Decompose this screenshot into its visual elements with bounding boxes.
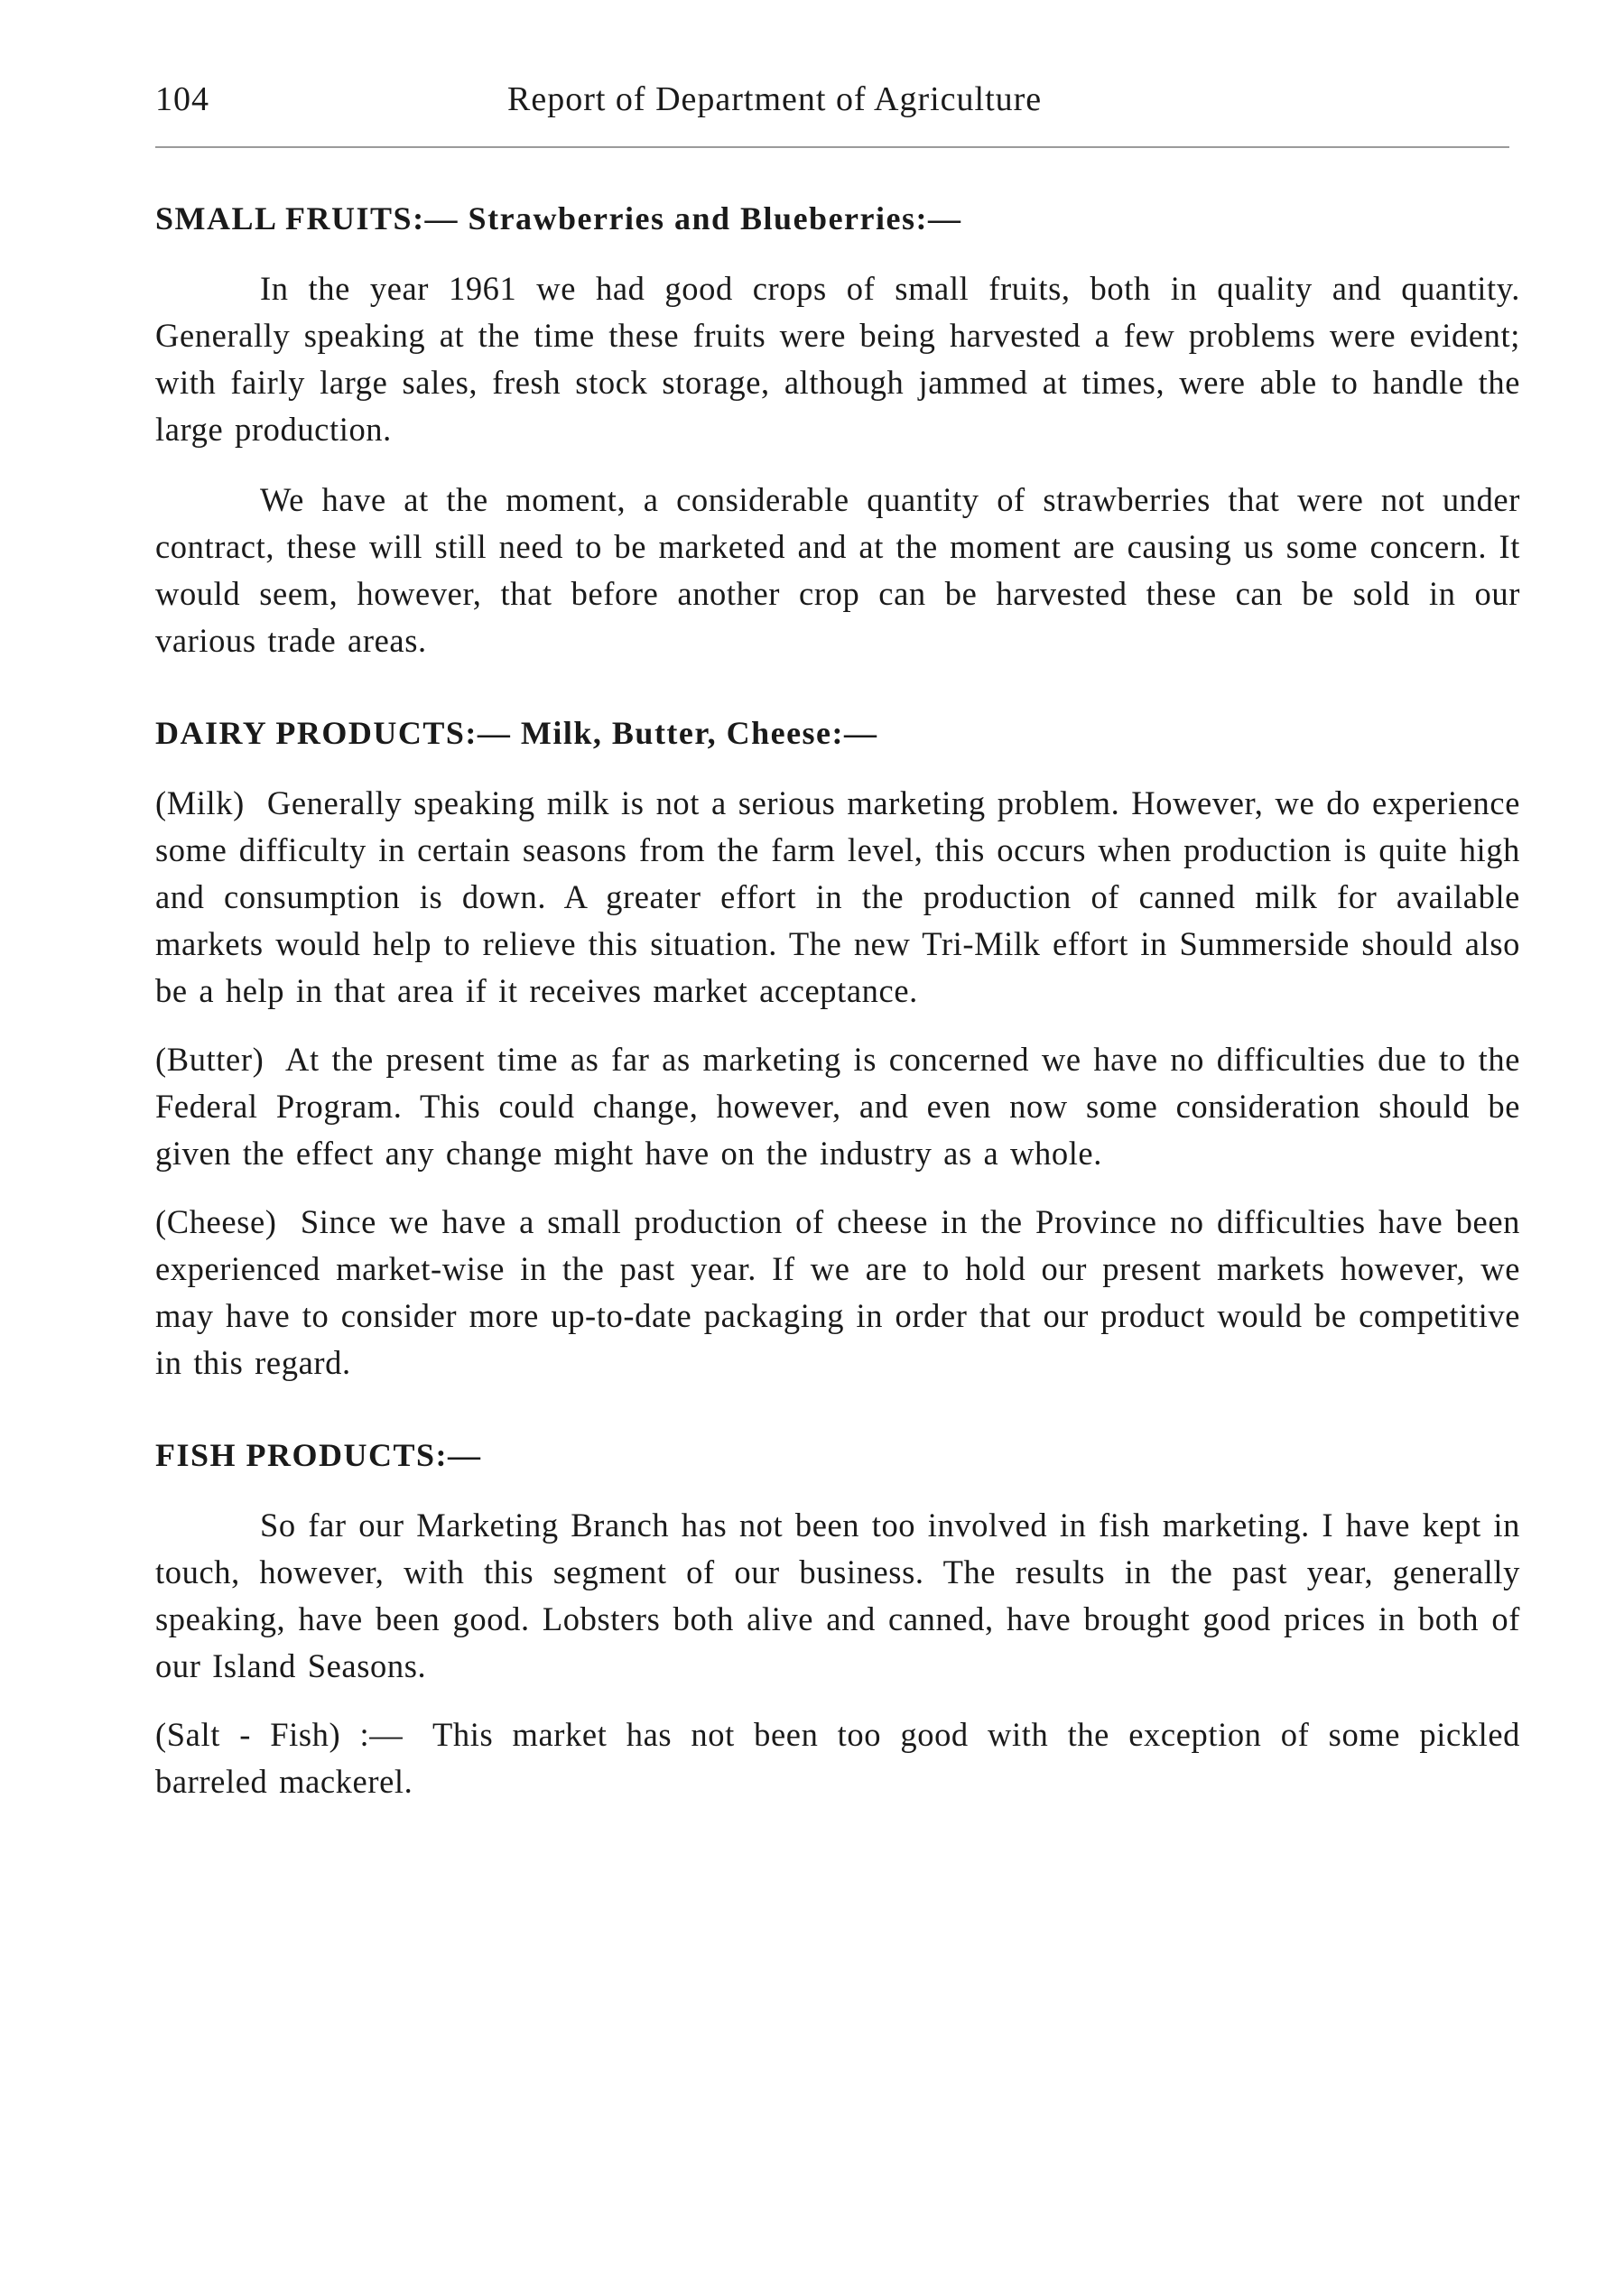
page-number: 104 [155, 80, 209, 118]
section-heading-dairy-products: DAIRY PRODUCTS:— Milk, Butter, Cheese:— [155, 715, 878, 751]
running-header [155, 79, 1520, 126]
paragraph-salt-fish [155, 1711, 1520, 1805]
paragraph-cheese [155, 1199, 1520, 1386]
text-cheese: Since we have a small production of cheese in the Province no difficulties have been experienced market-wise in the past year. If we are to hold our present markets however, we may have to consider more up-to-date packaging in order that our product would be competitive in this regard. [155, 1203, 1520, 1381]
section-small-fruits [155, 195, 1520, 664]
section-dairy-products [155, 709, 1520, 1386]
subhead-butter: (Butter) [155, 1041, 264, 1078]
section-fish-products [155, 1432, 1520, 1805]
text-milk: Generally speaking milk is not a serious marketing problem. However, we do experience some difficulty in certain seasons from the farm level, this occurs when production is quite high and consumption is down. A greater effort in the production of canned milk for available markets would help to relieve this situation. The new Tri-Milk effort in Summerside should also be a help in that area if it receives market acceptance. [155, 784, 1520, 1009]
running-title: Report of Department of Agriculture [507, 80, 1043, 118]
paragraph-butter [155, 1036, 1520, 1177]
paragraph-fish-products: So far our Marketing Branch has not been too involved in fish marketing. I have kept in touch, however, with this segment of our business. The results in the past year, generally speaking, have been good. Lobsters both alive and canned, have brought good prices in both of our Island Seasons. [155, 1507, 1520, 1684]
subhead-milk: (Milk) [155, 784, 245, 821]
section-heading-fish-products: FISH PRODUCTS:— [155, 1437, 482, 1473]
paragraph-small-fruits-1: In the year 1961 we had good crops of small fruits, both in quality and quantity. Generally speaking at the time these fruits were being harvested a few problems were evident; with fairly large sales, fresh stock storage, although jammed at times, were able to handle the large production. [155, 270, 1520, 448]
paragraph-small-fruits-2: We have at the moment, a considerable quantity of strawberries that were not under contract, these will still need to be marketed and at the moment are causing us some concern. It would seem, however, that before another crop can be harvested these can be sold in our various trade areas. [155, 481, 1520, 659]
section-heading-small-fruits: SMALL FRUITS:— Strawberries and Blueberries:— [155, 200, 962, 236]
document-page [155, 79, 1520, 1805]
text-salt-fish: This market has not been too good with the exception of some pickled barreled mackerel. [155, 1716, 1520, 1800]
subhead-salt-fish: (Salt - Fish) :— [155, 1716, 404, 1753]
paragraph-milk [155, 780, 1520, 1015]
subhead-cheese: (Cheese) [155, 1203, 277, 1240]
header-rule [155, 146, 1509, 148]
text-butter: At the present time as far as marketing is concerned we have no difficulties due to the Federal Program. This could change, however, and even now some consideration should be given the effect any change might have on the industry as a whole. [155, 1041, 1520, 1172]
